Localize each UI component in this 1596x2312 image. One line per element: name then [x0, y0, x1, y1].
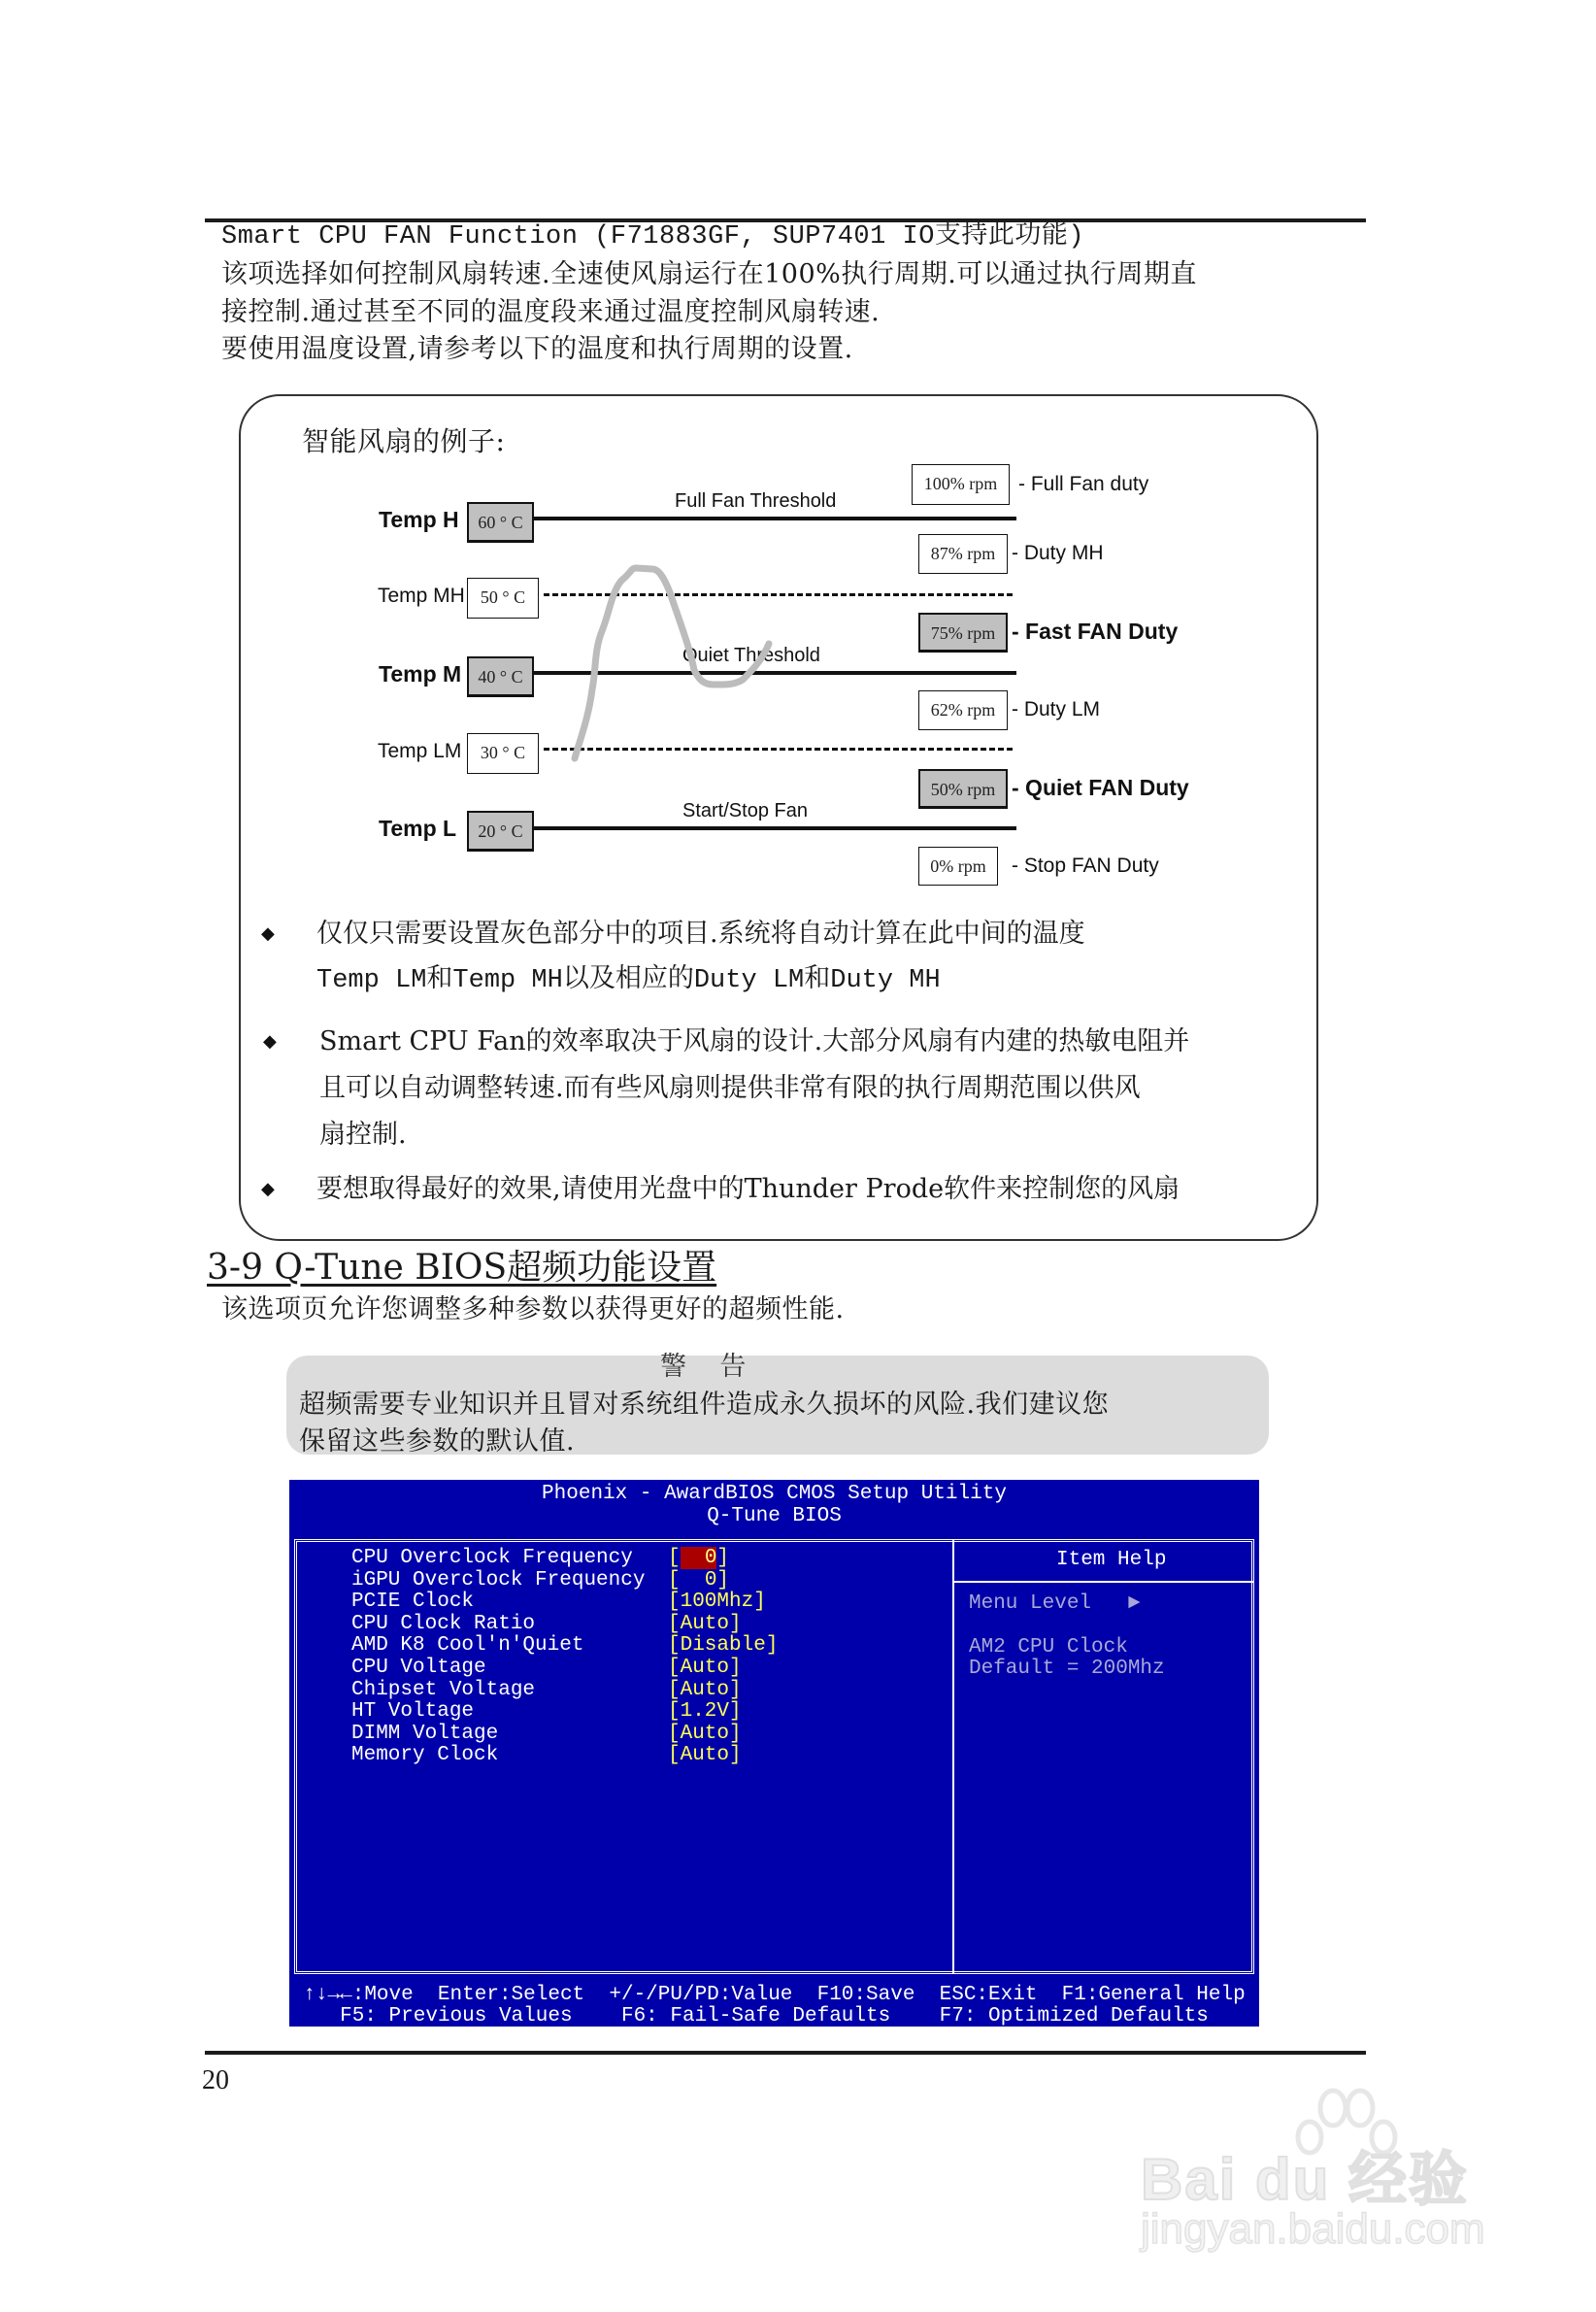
bios-item-memory-clock[interactable]: Memory Clock: [351, 1744, 499, 1766]
duty-0-value: 0% rpm: [918, 847, 998, 886]
duty-75-label: - Fast FAN Duty: [1012, 619, 1179, 644]
bios-value-cpu-voltage[interactable]: [Auto]: [668, 1657, 742, 1679]
bios-item-chipset-voltage[interactable]: Chipset Voltage: [351, 1679, 536, 1701]
temp-mh-value: 50 ° C: [467, 578, 539, 619]
temp-m-label: Temp M: [379, 661, 462, 687]
bullet-3-line-1: 要想取得最好的效果,请使用光盘中的Thunder Prode软件来控制您的风扇: [316, 1174, 1180, 1204]
bullet-diamond-icon: ◆: [261, 923, 275, 944]
duty-75-value: 75% rpm: [918, 613, 1008, 653]
duty-50-label: - Quiet FAN Duty: [1012, 775, 1189, 800]
bios-value-chipset-voltage[interactable]: [Auto]: [668, 1679, 742, 1701]
bracket-open: [: [668, 1569, 681, 1592]
temp-l-value: 20 ° C: [467, 811, 534, 852]
temp-m-value: 40 ° C: [467, 656, 534, 697]
bios-item-igpu-overclock-frequency[interactable]: iGPU Overclock Frequency: [351, 1569, 646, 1592]
function-heading: Smart CPU FAN Function (F71883GF, SUP7401 IO支持此功能): [221, 222, 1085, 251]
temp-lm-value: 30 ° C: [467, 733, 539, 774]
bios-title: Phoenix - AwardBIOS CMOS Setup Utility: [542, 1483, 1007, 1505]
bracket-open: [: [668, 1547, 681, 1569]
duty-87-value: 87% rpm: [918, 534, 1008, 574]
bios-footer-keys-1: ↑↓→←:Move Enter:Select +/-/PU/PD:Value F10:Save ESC:Exit F1:General Help: [303, 1984, 1246, 2006]
bullet-diamond-icon: ◆: [261, 1179, 275, 1199]
temperature-curve-icon: [0, 0, 1596, 971]
bullet-2-line-3: 扇控制.: [319, 1120, 407, 1150]
warning-line-2: 保留这些参数的默认值.: [299, 1426, 576, 1457]
bios-value-cpu-overclock-frequency[interactable]: [668, 1548, 729, 1570]
duty-50-value: 50% rpm: [918, 769, 1008, 809]
bullet-2-line-2: 且可以自动调整转速.而有些风扇则提供非常有限的执行周期范围以供风: [319, 1073, 1141, 1103]
bios-value-cpu-clock-ratio[interactable]: [Auto]: [668, 1613, 742, 1635]
selected-value[interactable]: 0: [680, 1547, 717, 1569]
bios-item-dimm-voltage[interactable]: DIMM Voltage: [351, 1723, 499, 1745]
bullet-1-line-1: 仅仅只需要设置灰色部分中的项目.系统将自动计算在此中间的温度: [316, 919, 1085, 949]
intro-line-1: 该项选择如何控制风扇转速.全速使风扇运行在100%执行周期.可以通过执行周期直: [221, 259, 1197, 289]
intro-line-3: 要使用温度设置,请参考以下的温度和执行周期的设置.: [221, 334, 853, 364]
full-fan-threshold-label: Full Fan Threshold: [675, 490, 837, 512]
bios-help-divider: [954, 1581, 1254, 1583]
bios-subtitle: Q-Tune BIOS: [707, 1505, 842, 1527]
bios-footer-keys-2: F5: Previous Values F6: Fail-Safe Defaults F7: Optimized Defaults: [340, 2005, 1209, 2027]
help-line-2: Default = 200Mhz: [969, 1658, 1165, 1680]
bullet-2-line-1: Smart CPU Fan的效率取决于风扇的设计.大部分风扇有内建的热敏电阻并: [319, 1026, 1190, 1056]
bullet-diamond-icon: ◆: [263, 1031, 277, 1052]
bios-value-dimm-voltage[interactable]: [Auto]: [668, 1723, 742, 1745]
duty-62-value: 62% rpm: [918, 690, 1008, 730]
temp-h-value: 60 ° C: [467, 502, 534, 543]
baidu-watermark: [1141, 2073, 1510, 2253]
bios-value-igpu-overclock-frequency[interactable]: [668, 1570, 729, 1592]
bios-screen: [289, 1480, 1259, 2027]
bios-item-cpu-voltage[interactable]: CPU Voltage: [351, 1657, 486, 1679]
bios-item-cpu-overclock-frequency[interactable]: CPU Overclock Frequency: [351, 1547, 633, 1569]
bios-item-ht-voltage[interactable]: HT Voltage: [351, 1700, 475, 1723]
watermark-brand: Bai du 经验: [1141, 2147, 1470, 2212]
temp-h-label: Temp H: [379, 507, 459, 532]
bios-value-cool-n-quiet[interactable]: [Disable]: [668, 1634, 779, 1657]
warning-line-1: 超频需要专业知识并且冒对系统组件造成永久损坏的风险.我们建议您: [299, 1390, 1110, 1420]
page-number: 20: [202, 2065, 229, 2095]
bios-value-ht-voltage[interactable]: [1.2V]: [668, 1700, 742, 1723]
duty-100-label: - Full Fan duty: [1018, 473, 1149, 495]
duty-100-value: 100% rpm: [912, 464, 1010, 505]
bios-value-pcie-clock[interactable]: [100Mhz]: [668, 1591, 766, 1613]
bios-column-divider: [952, 1539, 954, 1974]
duty-87-label: - Duty MH: [1012, 542, 1104, 564]
start-stop-label: Start/Stop Fan: [682, 800, 808, 821]
section-title: 3-9 Q-Tune BIOS超频功能设置: [207, 1248, 717, 1288]
menu-level: Menu Level ►: [969, 1592, 1141, 1615]
intro-line-2: 接控制.通过甚至不同的温度段来通过温度控制风扇转速.: [221, 297, 881, 327]
example-title: 智能风扇的例子:: [302, 425, 506, 457]
item-help-title: Item Help: [1056, 1549, 1167, 1571]
bracket-close: ]: [716, 1547, 730, 1569]
bottom-rule: [205, 2051, 1366, 2055]
bracket-close: ]: [716, 1569, 730, 1592]
section-description: 该选项页允许您调整多种参数以获得更好的超频性能.: [221, 1294, 845, 1324]
value: 0: [680, 1569, 717, 1592]
temp-mh-label: Temp MH: [378, 585, 465, 607]
warning-title: 警 告: [660, 1352, 747, 1382]
bios-item-cool-n-quiet[interactable]: AMD K8 Cool'n'Quiet: [351, 1634, 584, 1657]
help-line-1: AM2 CPU Clock: [969, 1636, 1128, 1659]
bios-item-cpu-clock-ratio[interactable]: CPU Clock Ratio: [351, 1613, 536, 1635]
watermark-url: jingyan.baidu.com: [1141, 2205, 1485, 2253]
duty-0-label: - Stop FAN Duty: [1012, 854, 1159, 877]
bios-value-memory-clock[interactable]: [Auto]: [668, 1744, 742, 1766]
temp-lm-label: Temp LM: [378, 740, 462, 762]
bios-item-pcie-clock[interactable]: PCIE Clock: [351, 1591, 475, 1613]
bullet-1-line-2: Temp LM和Temp MH以及相应的Duty LM和Duty MH: [316, 966, 941, 995]
quiet-threshold-label: Quiet Threshold: [682, 645, 820, 666]
temp-l-label: Temp L: [379, 816, 457, 841]
duty-62-label: - Duty LM: [1012, 698, 1101, 720]
